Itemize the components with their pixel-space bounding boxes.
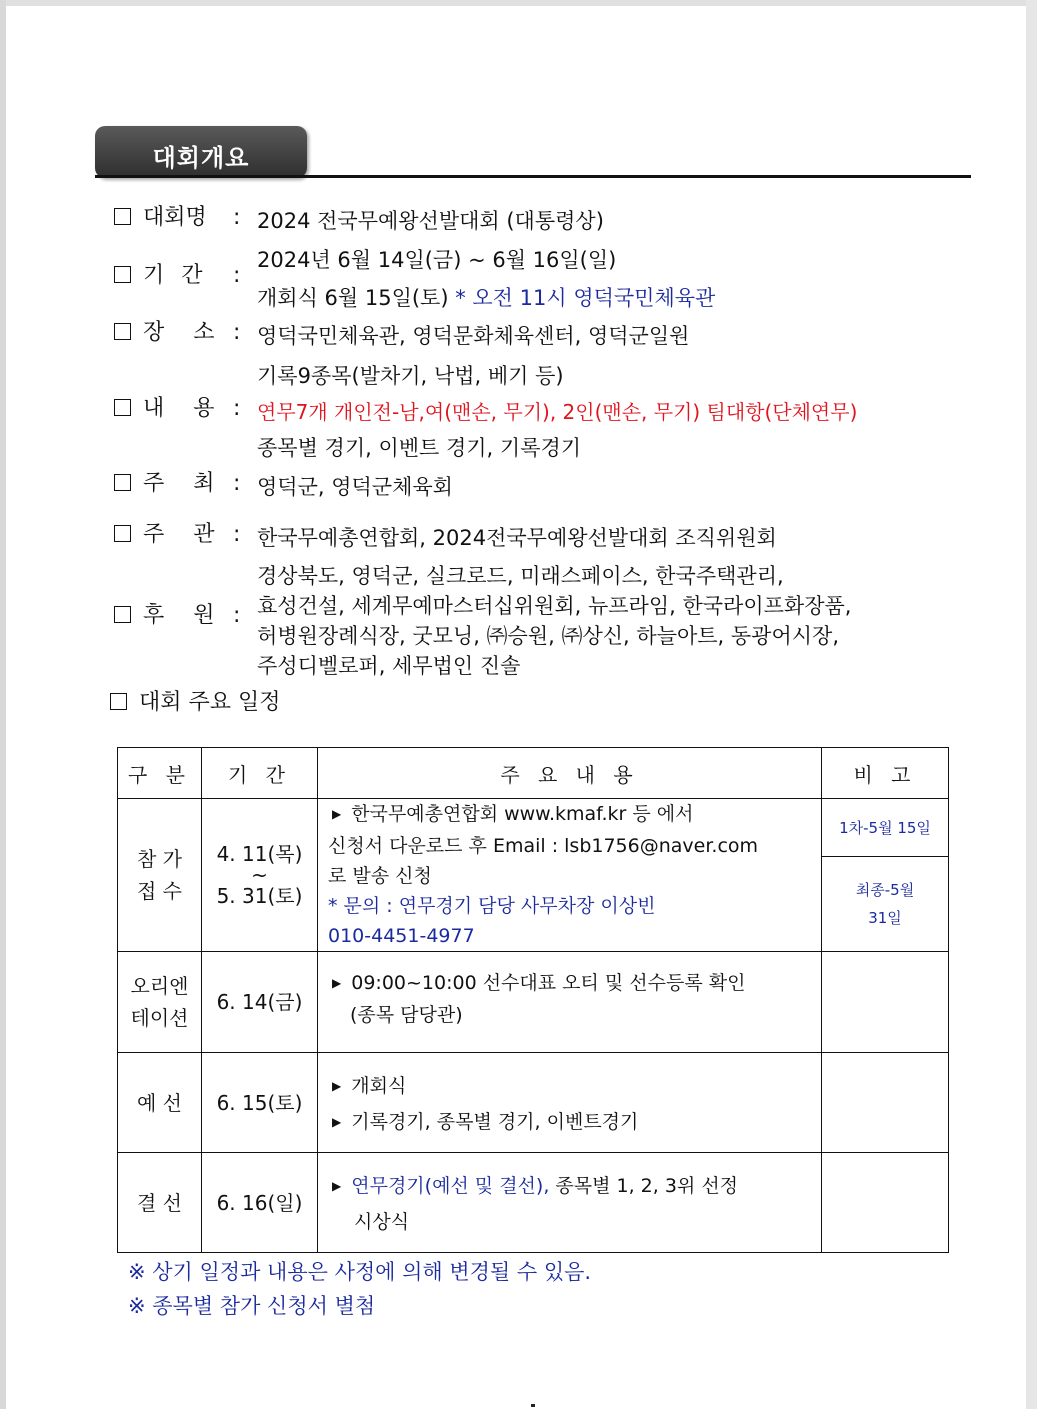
content-line: (종목 담당관) <box>350 1004 463 1026</box>
content-line: * 문의 : 연무경기 담당 사무차장 이상빈 <box>328 895 656 917</box>
category-text: 오리엔 <box>130 974 189 998</box>
content-line: 시상식 <box>354 1211 410 1233</box>
overview-venue-row <box>114 320 215 346</box>
venue-label: 장 소 <box>143 320 215 345</box>
colon: : <box>233 205 241 230</box>
section-title-tab <box>95 126 307 178</box>
host-label: 주 최 <box>143 471 215 496</box>
period-line2 <box>257 282 715 312</box>
table-row <box>118 1053 949 1153</box>
page-marker <box>531 1404 535 1407</box>
content-line <box>328 1105 821 1141</box>
table-row <box>118 799 949 857</box>
period-label: 기 간 <box>143 263 203 288</box>
colon: : <box>233 603 241 628</box>
checkbox-icon <box>114 606 131 623</box>
notes-cell: 1차-5월 15일 <box>822 799 949 857</box>
content-cell <box>318 1053 822 1153</box>
content-line: 로 발송 신청 <box>328 865 432 887</box>
period-text: 4. 11(목) <box>216 842 303 866</box>
opening-ceremony-time: * 오전 11시 영덕국민체육관 <box>455 286 716 310</box>
header-content: 주 요 내 용 <box>318 748 822 799</box>
table-row <box>118 1153 949 1253</box>
period-line1: 2024년 6월 14일(금) ~ 6월 16일(일) <box>257 248 617 272</box>
content-text: 09:00~10:00 선수대표 오티 및 선수등록 확인 <box>351 972 746 994</box>
content-text: 종목별 1, 2, 3위 선정 <box>549 1175 739 1197</box>
content-cell <box>318 1153 822 1253</box>
colon: : <box>233 396 241 421</box>
notes-cell <box>822 857 949 952</box>
name-value: 2024 전국무예왕선발대회 (대통령상) <box>257 209 604 233</box>
overview-sponsor-row <box>114 603 215 629</box>
period-cell: 6. 15(토) <box>202 1053 318 1153</box>
content-line1: 기록9종목(발차기, 낙법, 베기 등) <box>257 364 564 388</box>
footnote: ※ 종목별 참가 신청서 별첨 <box>128 1294 376 1318</box>
page-frame-left <box>0 0 6 1409</box>
period-cell: 6. 14(금) <box>202 952 318 1053</box>
checkbox-icon <box>110 693 127 710</box>
overview-name-row <box>114 205 207 231</box>
checkbox-icon <box>114 266 131 283</box>
checkbox-icon <box>114 474 131 491</box>
host-value: 영덕군, 영덕군체육회 <box>257 475 453 499</box>
content-text: 개회식 <box>351 1075 407 1097</box>
sponsor-label: 후 원 <box>143 603 215 628</box>
category-cell <box>118 952 202 1053</box>
category-text: 참 가 <box>137 847 182 871</box>
checkbox-icon <box>114 208 131 225</box>
bullet-icon: ▶ <box>332 1179 342 1193</box>
content-cell <box>318 799 822 952</box>
content-text-highlight: 연무경기(예선 및 결선), <box>351 1175 550 1197</box>
checkbox-icon <box>114 525 131 542</box>
content-cell <box>318 952 822 1053</box>
header-period: 기 간 <box>202 748 318 799</box>
content-line3: 종목별 경기, 이벤트 경기, 기록경기 <box>257 436 582 460</box>
period-cell <box>202 799 318 952</box>
bullet-icon: ▶ <box>332 1115 342 1129</box>
organizer-label: 주 관 <box>143 522 215 547</box>
content-line <box>328 1169 821 1205</box>
schedule-heading-row <box>110 690 281 716</box>
header-notes: 비 고 <box>822 748 949 799</box>
sponsor-line: 주성디벨로퍼, 세무법인 진솔 <box>257 654 521 678</box>
overview-content-row <box>114 396 215 422</box>
content-line <box>328 799 821 831</box>
category-text: 접 수 <box>137 879 182 903</box>
colon: : <box>233 471 241 496</box>
bullet-icon: ▶ <box>332 1079 342 1093</box>
sponsor-line: 허병원장례식장, 굿모닝, ㈜승원, ㈜상신, 하늘아트, 동광어시장, <box>257 624 840 648</box>
opening-ceremony-date: 개회식 6월 15일(토) <box>257 286 456 310</box>
colon: : <box>233 263 241 288</box>
schedule-heading: 대회 주요 일정 <box>139 690 281 715</box>
checkbox-icon <box>114 323 131 340</box>
notes-cell <box>822 1153 949 1253</box>
content-line <box>328 968 821 1000</box>
name-label: 대회명 <box>143 205 207 230</box>
overview-period-row <box>114 263 203 289</box>
notes-text: 31일 <box>868 909 902 928</box>
bullet-icon: ▶ <box>332 807 342 821</box>
section-divider <box>95 175 971 178</box>
schedule-table <box>117 747 949 1253</box>
period-cell: 6. 16(일) <box>202 1153 318 1253</box>
overview-organizer-row <box>114 522 215 548</box>
colon: : <box>233 320 241 345</box>
page-frame-top <box>0 0 1037 6</box>
bullet-icon: ▶ <box>332 976 342 990</box>
period-text: ~ <box>251 863 268 887</box>
venue-value: 영덕국민체육관, 영덕문화체육센터, 영덕군일원 <box>257 324 690 348</box>
period-text: 5. 31(토) <box>216 884 303 908</box>
content-text: 한국무예총연합회 www.kmaf.kr 등 에서 <box>351 803 694 825</box>
sponsor-line: 경상북도, 영덕군, 실크로드, 미래스페이스, 한국주택관리, <box>257 564 784 588</box>
footnote: ※ 상기 일정과 내용은 사정에 의해 변경될 수 있음. <box>128 1260 592 1284</box>
page-frame-right <box>1026 0 1037 1409</box>
organizer-value: 한국무예총연합회, 2024전국무예왕선발대회 조직위원회 <box>257 526 777 550</box>
colon: : <box>233 522 241 547</box>
notes-cell <box>822 952 949 1053</box>
table-row <box>118 952 949 1053</box>
checkbox-icon <box>114 399 131 416</box>
section-title: 대회개요 <box>152 144 250 172</box>
overview-host-row <box>114 471 215 497</box>
category-cell: 예 선 <box>118 1053 202 1153</box>
notes-cell <box>822 1053 949 1153</box>
content-label: 내 용 <box>143 396 215 421</box>
category-cell <box>118 799 202 952</box>
header-category: 구 분 <box>118 748 202 799</box>
category-text: 테이션 <box>130 1006 189 1030</box>
content-line <box>328 1069 821 1105</box>
notes-text: 최종-5월 <box>855 881 915 900</box>
table-header-row <box>118 748 949 799</box>
content-line: 010-4451-4977 <box>328 925 475 947</box>
sponsor-line: 효성건설, 세계무예마스터십위원회, 뉴프라임, 한국라이프화장품, <box>257 594 852 618</box>
content-text: 기록경기, 종목별 경기, 이벤트경기 <box>351 1111 639 1133</box>
category-cell: 결 선 <box>118 1153 202 1253</box>
content-line: 신청서 다운로드 후 Email : lsb1756@naver.com <box>328 835 759 857</box>
content-line2: 연무7개 개인전-남,여(맨손, 무기), 2인(맨손, 무기) 팀대항(단체연무) <box>257 400 858 424</box>
